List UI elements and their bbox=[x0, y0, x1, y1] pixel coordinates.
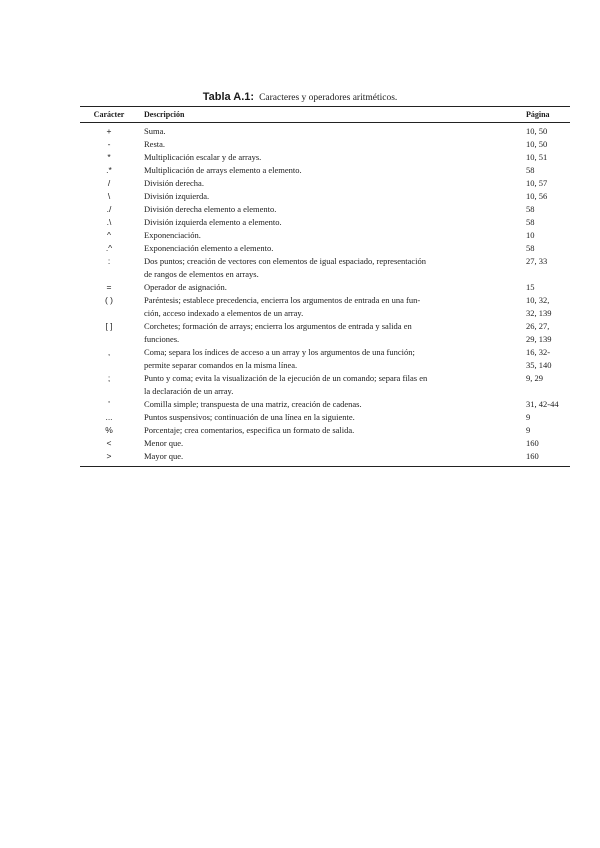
table-row bbox=[80, 164, 570, 177]
cell-page: 9 bbox=[526, 425, 531, 435]
cell-desc: División izquierda elemento a elemento. bbox=[144, 217, 282, 227]
cell-desc: Coma; separa los índices de acceso a un array y los argumentos de una función; permite separar comandos en la misma línea. bbox=[144, 347, 415, 370]
cell-char: = bbox=[106, 282, 112, 292]
table-row bbox=[80, 450, 570, 463]
cell-char: , bbox=[107, 347, 111, 357]
table-bottom-rule bbox=[80, 466, 570, 467]
cell-char: ( ) bbox=[104, 295, 114, 305]
cell-desc: Resta. bbox=[144, 139, 166, 149]
table-row bbox=[80, 190, 570, 203]
cell-desc: Puntos suspensivos; continuación de una línea en la siguiente. bbox=[144, 412, 355, 422]
cell-page: 10, 32, 32, 139 bbox=[526, 295, 552, 318]
cell-page: 9, 29 bbox=[526, 373, 543, 383]
table-row bbox=[80, 138, 570, 151]
cell-page: 26, 27, 29, 139 bbox=[526, 321, 552, 344]
header-desc: Descripción bbox=[144, 110, 185, 119]
table-row bbox=[80, 424, 570, 437]
cell-page: 31, 42-44 bbox=[526, 399, 559, 409]
cell-char: ./ bbox=[106, 204, 112, 214]
table-row bbox=[80, 346, 570, 372]
table-row bbox=[80, 151, 570, 164]
table-row bbox=[80, 411, 570, 424]
table-caption-text: Caracteres y operadores aritméticos. bbox=[259, 93, 398, 103]
cell-page: 58 bbox=[526, 217, 535, 227]
cell-desc: Comilla simple; transpuesta de una matriz, creación de cadenas. bbox=[144, 399, 362, 409]
cell-char: % bbox=[105, 425, 113, 435]
header-page: Página bbox=[526, 110, 550, 119]
cell-char: [ ] bbox=[105, 321, 113, 331]
cell-desc: Multiplicación de arrays elemento a elemento. bbox=[144, 165, 302, 175]
cell-char: \ bbox=[107, 191, 111, 201]
cell-char: ^ bbox=[107, 230, 111, 240]
cell-char: ; bbox=[107, 373, 111, 383]
header-char: Carácter bbox=[93, 110, 125, 119]
cell-page: 16, 32- 35, 140 bbox=[526, 347, 552, 370]
cell-page: 15 bbox=[526, 282, 535, 292]
cell-char: / bbox=[107, 178, 111, 188]
cell-desc: División derecha. bbox=[144, 178, 204, 188]
cell-desc: División derecha elemento a elemento. bbox=[144, 204, 277, 214]
cell-char: ... bbox=[105, 412, 113, 422]
cell-char: .^ bbox=[105, 243, 113, 253]
table-row bbox=[80, 398, 570, 411]
cell-char: - bbox=[107, 139, 111, 149]
table-row bbox=[80, 242, 570, 255]
cell-page: 10, 57 bbox=[526, 178, 548, 188]
cell-char: > bbox=[106, 451, 112, 461]
table-header-row bbox=[80, 107, 570, 122]
table-row bbox=[80, 203, 570, 216]
table-body bbox=[80, 123, 570, 466]
cell-char: < bbox=[106, 438, 112, 448]
table-row bbox=[80, 216, 570, 229]
cell-page: 10, 50 bbox=[526, 139, 548, 149]
cell-desc: Multiplicación escalar y de arrays. bbox=[144, 152, 262, 162]
cell-desc: Porcentaje; crea comentarios, especifica un formato de salida. bbox=[144, 425, 355, 435]
cell-desc: División izquierda. bbox=[144, 191, 210, 201]
cell-char: + bbox=[106, 126, 112, 136]
table-caption bbox=[0, 90, 600, 105]
cell-char: .\ bbox=[106, 217, 112, 227]
cell-page: 58 bbox=[526, 204, 535, 214]
cell-page: 58 bbox=[526, 243, 535, 253]
cell-desc: Dos puntos; creación de vectores con elementos de igual espaciado, representación de rangos de elementos en arrays. bbox=[144, 256, 427, 279]
table-row bbox=[80, 255, 570, 281]
cell-page: 10, 56 bbox=[526, 191, 548, 201]
table-row bbox=[80, 320, 570, 346]
cell-page: 10 bbox=[526, 230, 535, 240]
table-row bbox=[80, 294, 570, 320]
cell-page: 160 bbox=[526, 451, 539, 461]
cell-page: 10, 50 bbox=[526, 126, 548, 136]
table-row bbox=[80, 372, 570, 398]
cell-char: ' bbox=[108, 399, 110, 409]
cell-desc: Corchetes; formación de arrays; encierra los argumentos de entrada y salida en funciones. bbox=[144, 321, 412, 344]
cell-page: 160 bbox=[526, 438, 539, 448]
table-row bbox=[80, 125, 570, 138]
cell-desc: Mayor que. bbox=[144, 451, 184, 461]
table-caption-label: Tabla A.1: bbox=[202, 91, 255, 103]
table-row bbox=[80, 281, 570, 294]
cell-page: 27, 33 bbox=[526, 256, 548, 266]
cell-desc: Paréntesis; establece precedencia, encierra los argumentos de entrada en una fun- ción, acceso indexado a elementos de un array. bbox=[144, 295, 421, 318]
cell-desc: Exponenciación elemento a elemento. bbox=[144, 243, 274, 253]
table-row bbox=[80, 229, 570, 242]
cell-char: : bbox=[107, 256, 111, 266]
cell-desc: Exponenciación. bbox=[144, 230, 201, 240]
cell-desc: Punto y coma; evita la visualización de la ejecución de un comando; separa filas en la declaración de un array. bbox=[144, 373, 428, 396]
cell-page: 58 bbox=[526, 165, 535, 175]
cell-char: .* bbox=[106, 165, 112, 175]
cell-char: * bbox=[107, 152, 111, 162]
operators-table bbox=[80, 106, 570, 467]
table-row bbox=[80, 177, 570, 190]
cell-page: 10, 51 bbox=[526, 152, 548, 162]
cell-desc: Suma. bbox=[144, 126, 166, 136]
cell-desc: Operador de asignación. bbox=[144, 282, 227, 292]
table-row bbox=[80, 437, 570, 450]
cell-desc: Menor que. bbox=[144, 438, 184, 448]
cell-page: 9 bbox=[526, 412, 531, 422]
